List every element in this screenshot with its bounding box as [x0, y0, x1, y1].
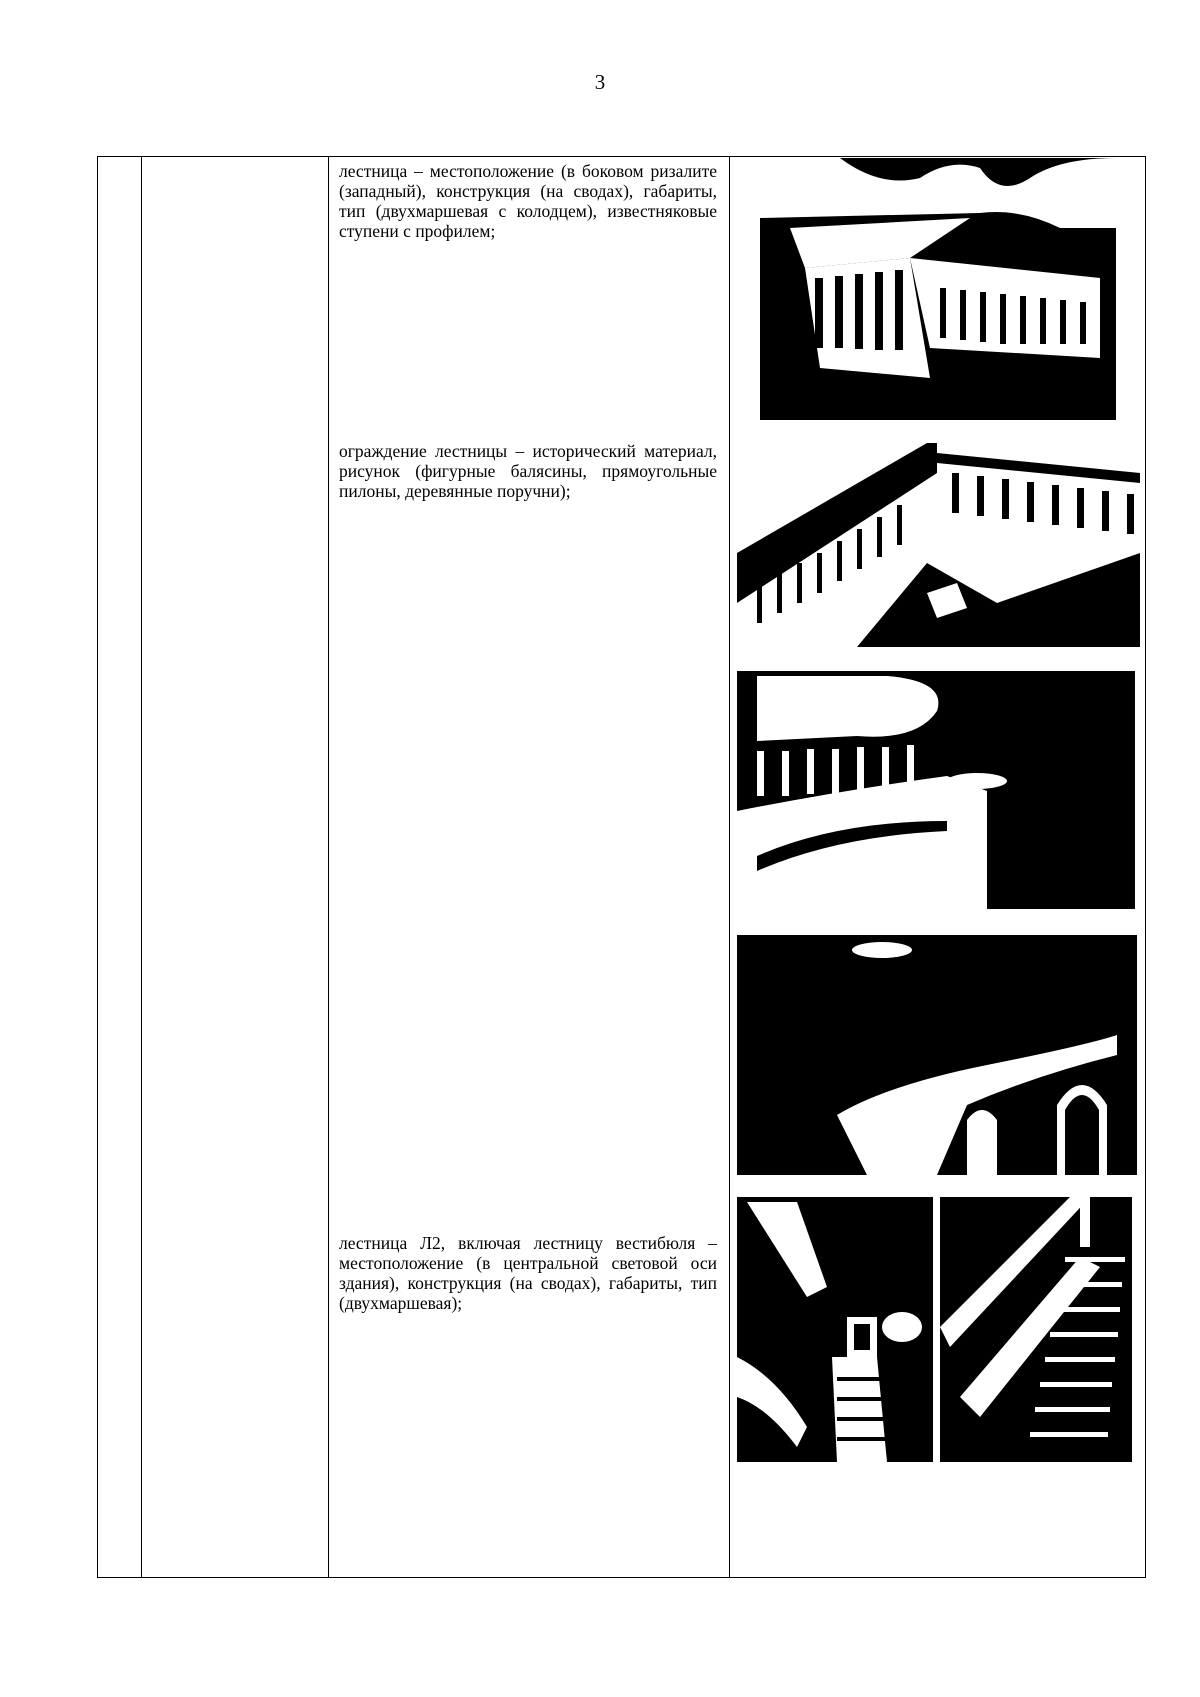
column-divider-3 [729, 157, 730, 1577]
page-number: 3 [594, 70, 606, 94]
two-flight-stair-photo [940, 1197, 1132, 1462]
row-3-description: лестница Л2, включая лестницу вестибюля – местоположение (в центральной световой оси здания), конструкция (на сводах), габариты, тип (двухмаршевая); [339, 1233, 717, 1313]
row-2-description: ограждение лестницы – исторический материал, рисунок (фигурные балясины, прямоугольные пилоны, деревянные поручни); [339, 441, 717, 501]
vestibule-stair-view-photo [737, 1197, 933, 1462]
column-divider-1 [141, 157, 142, 1577]
column-divider-2 [328, 157, 329, 1577]
row-1-description: лестница – местоположение (в боковом ризалите (западный), конструкция (на сводах), габариты, тип (двухмаршевая с колодцем), известняковые ступени с профилем; [339, 161, 717, 241]
landing-balustrade-photo [737, 671, 1135, 909]
arched-windows-landing-photo [737, 935, 1137, 1175]
balustrade-overhead-photo [737, 443, 1140, 647]
staircase-balustrade-photo [760, 158, 1116, 420]
